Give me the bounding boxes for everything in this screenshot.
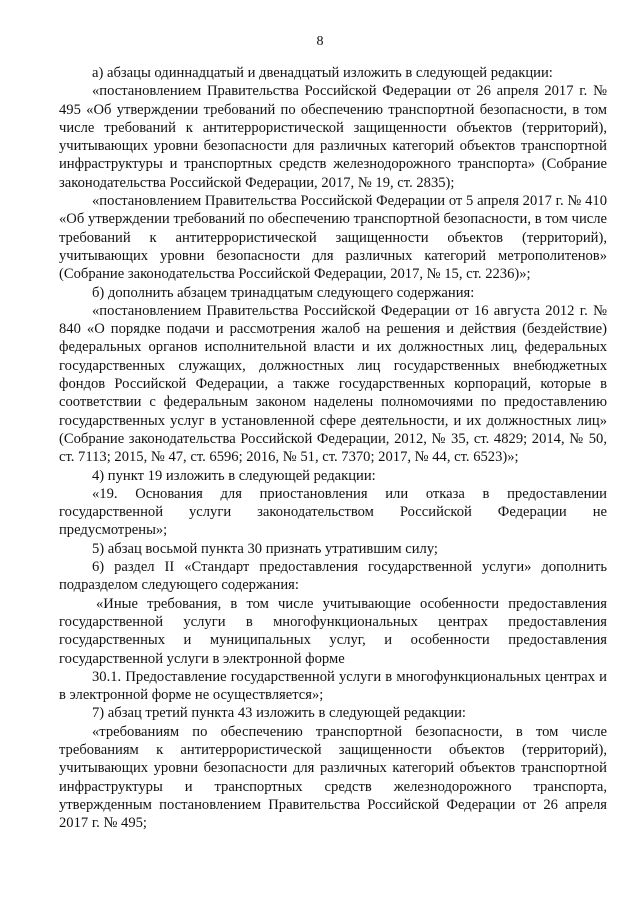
paragraph-subsection-title: «Иные требования, в том числе учитывающие особенности предоставления государственной услуги в многофункциональных центрах предоставления государственных и муниципальных услуг, и особенности предоставления государственной услуги в электронной форме (59, 595, 607, 667)
paragraph-amendment-b: б) дополнить абзацем тринадцатым следующего содержания: (92, 284, 475, 301)
paragraph-resolution-410: «постановлением Правительства Российской Федерации от 5 апреля 2017 г. № 410 «Об утверждении требований по обеспечению транспортной безопасности, в том числе требований к антитеррористической защищенности объектов (территорий), учитывающих уровни безопасности для различных категорий метрополитенов» (Собрание законодательства Российской Федерации, 2017, № 15, ст. 2236)»; (59, 193, 607, 283)
paragraph-item-5: 5) абзац восьмой пункта 30 признать утратившим силу; (92, 540, 438, 557)
paragraph-item-6: 6) раздел II «Стандарт предоставления государственной услуги» дополнить подразделом следующего содержания: (59, 559, 607, 594)
paragraph-clause-19: «19. Основания для приостановления или отказа в предоставлении государственной услуги законодательством Российской Федерации не предусмотрены»; (59, 485, 607, 539)
page-number: 8 (316, 34, 324, 49)
paragraph-clause-30-1: 30.1. Предоставление государственной услуги в многофункциональных центрах и в электронной форме не осуществляется»; (59, 668, 607, 704)
paragraph-resolution-495: «постановлением Правительства Российской Федерации от 26 апреля 2017 г. № 495 «Об утверждении требований по обеспечению транспортной безопасности, в том числе требований к антитеррористической защищенности объектов (территорий), учитывающих уровни безопасности для различных категорий объектов транспортной инфраструктуры и транспортных средств железнодорожного транспорта» (Собрание законодательства Российской Федерации, 2017, № 19, ст. 2835); (59, 83, 607, 191)
paragraph-item-7: 7) абзац третий пункта 43 изложить в следующей редакции: (92, 705, 466, 722)
paragraph-item-4: 4) пункт 19 изложить в следующей редакции: (92, 467, 376, 484)
document-body (59, 64, 607, 832)
paragraph-requirements: «требованиям по обеспечению транспортной безопасности, в том числе требованиям к антитеррористической защищенности объектов (территорий), учитывающих уровни безопасности для различных категорий объектов транспортной инфраструктуры и транспортных средств железнодорожного транспорта, утвержденным постановлением Правительства Российской Федерации от 26 апреля 2017 г. № 495; (59, 723, 607, 832)
paragraph-resolution-840: «постановлением Правительства Российской Федерации от 16 августа 2012 г. № 840 «О порядке подачи и рассмотрения жалоб на решения и действия (бездействие) федеральных органов исполнительной власти и их должностных лиц, федеральных государственных служащих, должностных лиц государственных внебюджетных фондов Российской Федерации, а также государственных корпораций, которые в соответствии с федеральным законом наделены полномочиями по предоставлению государственных услуг в установленной сфере деятельности, и их должностных лиц» (Собрание законодательства Российской Федерации, 2012, № 35, ст. 4829; 2014, № 50, ст. 7113; 2015, № 47, ст. 6596; 2016, № 51, ст. 7370; 2017, № 44, ст. 6523)»; (59, 302, 607, 466)
paragraph-amendment-a: а) абзацы одиннадцатый и двенадцатый изложить в следующей редакции: (92, 65, 553, 81)
